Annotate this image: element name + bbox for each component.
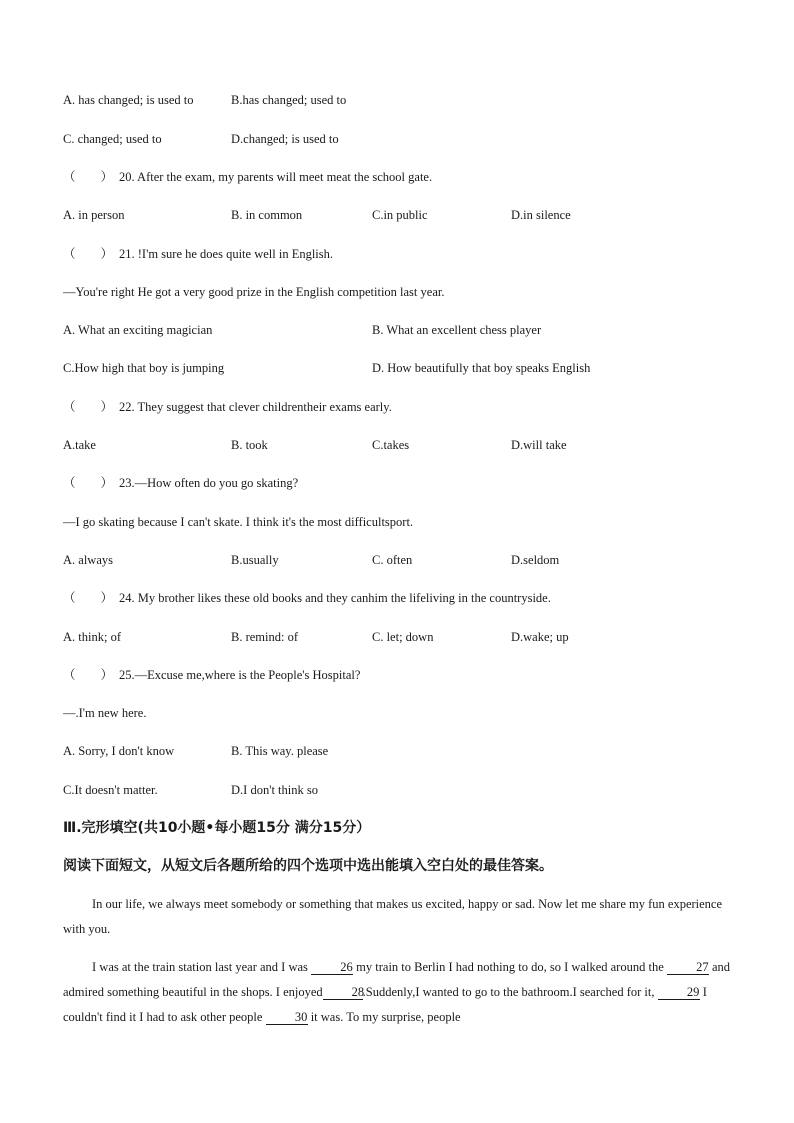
passage-text: I couldn't find it I had to ask other people xyxy=(63,985,707,1024)
blank-29[interactable]: 29 xyxy=(658,985,700,1000)
q24-option-a: A. think; of xyxy=(63,630,121,644)
answer-paren[interactable]: （ ） xyxy=(63,476,114,490)
q22-options xyxy=(0,437,794,453)
passage-text: and admired something beautiful in the shops. I enjoyed xyxy=(63,960,731,999)
q19-option-a: A. has changed; is used to xyxy=(63,93,194,107)
q24-options xyxy=(0,629,794,645)
q23-stem xyxy=(63,475,298,491)
q23-option-b: B.usually xyxy=(231,553,279,567)
blank-26[interactable]: 26 xyxy=(311,960,353,975)
q21-option-c: C.How high that boy is jumping xyxy=(63,361,225,375)
q22-option-b: B. took xyxy=(231,438,268,452)
q21-option-d: D. How beautifully that boy speaks English xyxy=(372,361,591,375)
q25-stem xyxy=(63,667,360,683)
q25-option-a: A. Sorry, I don't know xyxy=(63,744,175,758)
blank-30[interactable]: 30 xyxy=(266,1010,308,1025)
q21-stem xyxy=(63,246,333,262)
q21-option-b: B. What an excellent chess player xyxy=(372,323,542,337)
q20-options xyxy=(0,207,794,223)
q22-option-c: C.takes xyxy=(372,438,410,452)
q20-option-b: B. in common xyxy=(231,208,303,222)
q23-option-d: D.seldom xyxy=(511,553,560,567)
q25-options-row-1 xyxy=(0,743,794,759)
q23-option-c: C. often xyxy=(372,553,413,567)
blank-27[interactable]: 27 xyxy=(667,960,709,975)
passage-text: I was at the train station last year and I was xyxy=(92,960,312,974)
q23-option-a: A. always xyxy=(63,553,113,567)
q20-option-a: A. in person xyxy=(63,208,125,222)
q20-option-d: D.in silence xyxy=(511,208,571,222)
q25-option-b: B. This way. please xyxy=(231,744,329,758)
answer-paren[interactable]: （ ） xyxy=(63,170,114,184)
cloze-passage xyxy=(63,892,731,1030)
q19-option-row-2 xyxy=(0,131,794,147)
q24-stem-text: 24. My brother likes these old books and they canhim the lifeliving in the countryside. xyxy=(119,591,551,605)
q25-option-c: C.It doesn't matter. xyxy=(63,783,158,797)
q19-option-c: C. changed; used to xyxy=(63,132,162,146)
q21-options-row-1 xyxy=(0,322,794,338)
q22-option-d: D.will take xyxy=(511,438,567,452)
section-3-title: Ⅲ.完形填空(共10小题•每小题15分 满分15分） xyxy=(63,820,371,836)
passage-text: it was. To my surprise, people xyxy=(307,1010,461,1024)
q21-stem-text: 21. !I'm sure he does quite well in English. xyxy=(119,247,334,261)
answer-paren[interactable]: （ ） xyxy=(63,668,114,682)
q21-option-a: A. What an exciting magician xyxy=(63,323,213,337)
section-3-instruction: 阅读下面短文，从短文后各题所给的四个选项中选出能填入空白处的最佳答案。 xyxy=(63,858,553,874)
blank-28[interactable]: 28 xyxy=(323,985,363,1000)
q25-dialogue: —.I'm new here. xyxy=(63,706,147,720)
passage-paragraph-2 xyxy=(63,955,731,1030)
q21-options-row-2 xyxy=(0,360,794,376)
q23-stem-text: 23.—How often do you go skating? xyxy=(119,476,299,490)
answer-paren[interactable]: （ ） xyxy=(63,591,114,605)
q20-stem-text: 20. After the exam, my parents will meet meat the school gate. xyxy=(119,170,433,184)
q24-stem xyxy=(63,590,551,606)
q24-option-d: D.wake; up xyxy=(511,630,569,644)
passage-text: .Suddenly,I wanted to go to the bathroom.I searched for it, xyxy=(362,985,658,999)
q21-dialogue: —You're right He got a very good prize in the English competition last year. xyxy=(63,285,445,299)
q25-stem-text: 25.—Excuse me,where is the People's Hospital? xyxy=(119,668,361,682)
q19-option-d: D.changed; is used to xyxy=(231,132,339,146)
passage-paragraph-1: In our life, we always meet somebody or something that makes us excited, happy or sad. Now let me share my fun experience with you. xyxy=(63,897,723,936)
q24-option-b: B. remind: of xyxy=(231,630,299,644)
q25-options-row-2 xyxy=(0,782,794,798)
answer-paren[interactable]: （ ） xyxy=(63,247,114,261)
q19-option-b: B.has changed; used to xyxy=(231,93,347,107)
passage-text: my train to Berlin I had nothing to do, so I walked around the xyxy=(353,960,667,974)
q23-dialogue: —I go skating because I can't skate. I think it's the most difficultsport. xyxy=(63,515,414,529)
q19-option-row-1 xyxy=(0,92,794,108)
q20-stem xyxy=(63,169,432,185)
q20-option-c: C.in public xyxy=(372,208,428,222)
q22-stem xyxy=(63,399,392,415)
q23-options xyxy=(0,552,794,568)
q25-option-d: D.I don't think so xyxy=(231,783,318,797)
q24-option-c: C. let; down xyxy=(372,630,434,644)
answer-paren[interactable]: （ ） xyxy=(63,400,114,414)
q22-stem-text: 22. They suggest that clever childrentheir exams early. xyxy=(119,400,392,414)
q22-option-a: A.take xyxy=(63,438,96,452)
